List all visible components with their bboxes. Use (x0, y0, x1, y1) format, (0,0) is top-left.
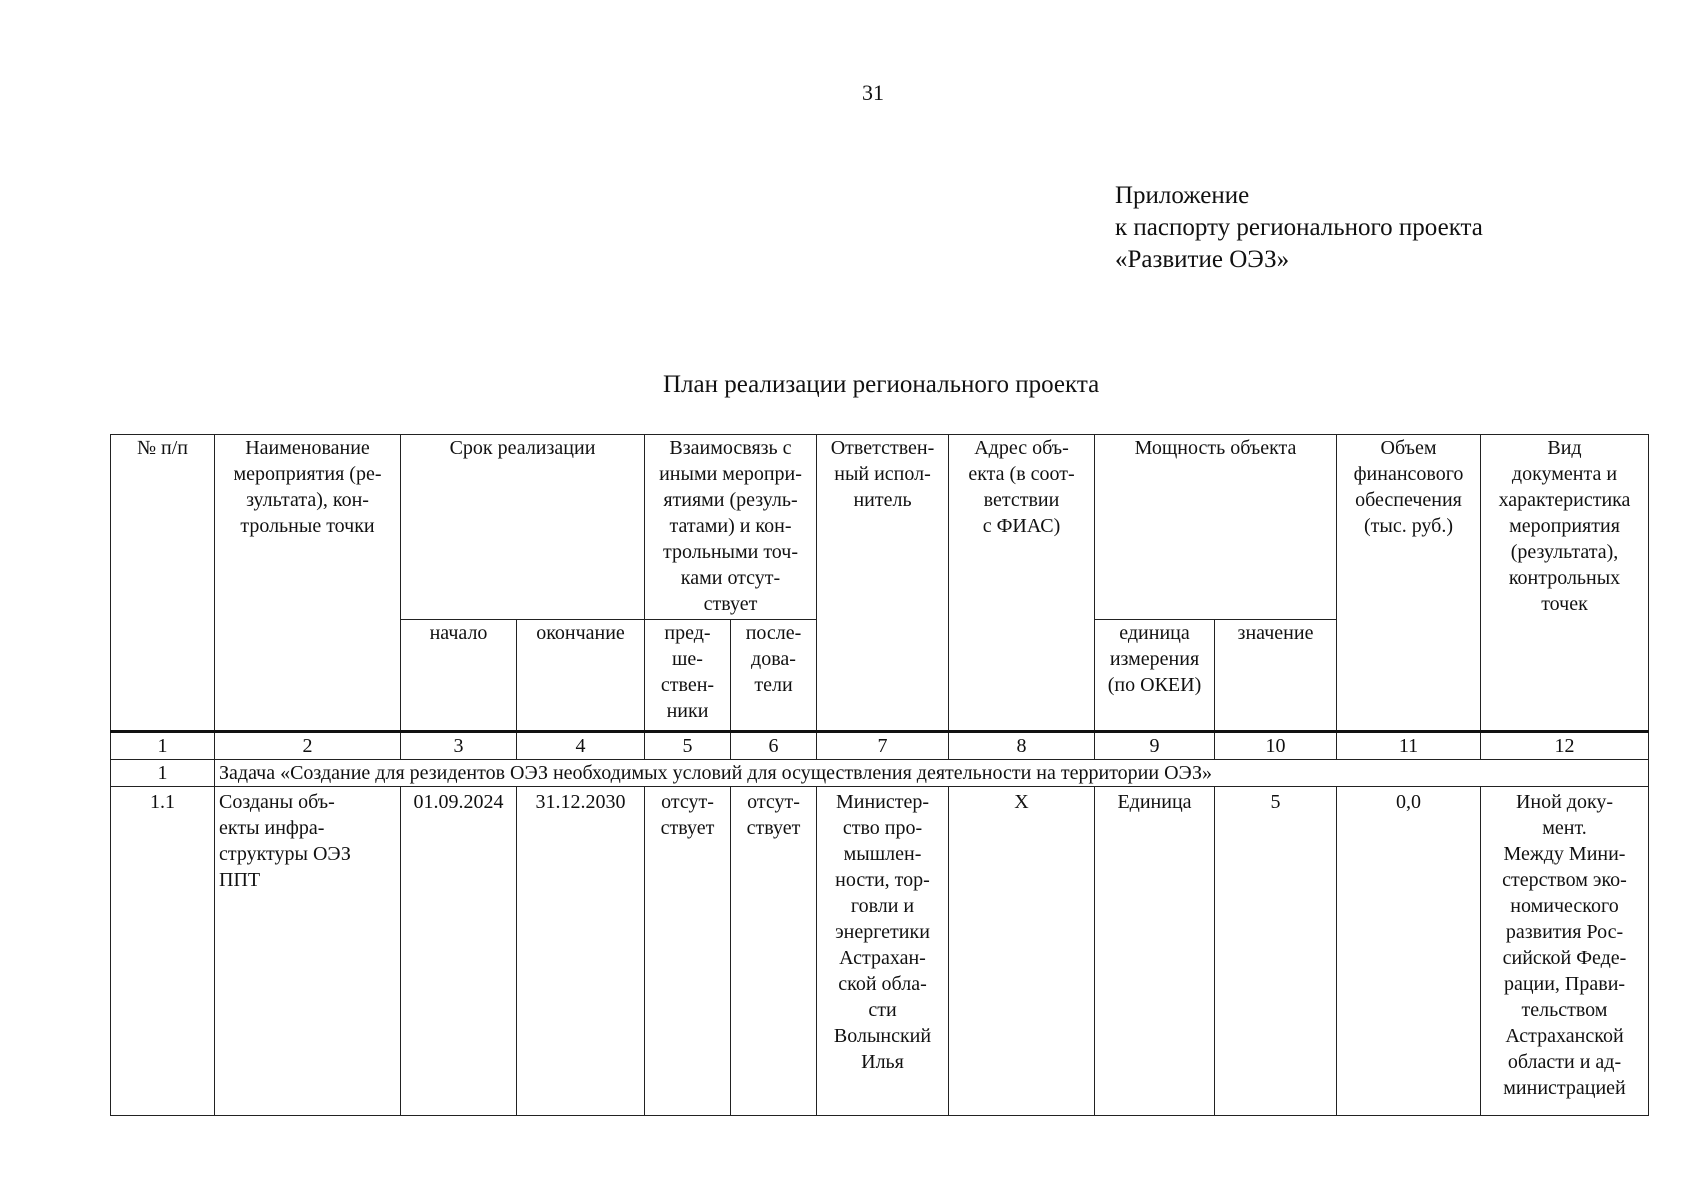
row-address: X (949, 787, 1095, 1116)
header-funding: Объем финансового обеспечения (тыс. руб.) (1337, 435, 1481, 732)
task-number: 1 (111, 760, 215, 787)
task-row (111, 760, 1649, 787)
task-text: Задача «Создание для резидентов ОЭЗ необходимых условий для осуществления деятельности на территории ОЭЗ» (215, 760, 1649, 787)
appendix-line: Приложение (1115, 182, 1250, 209)
column-number-row (111, 732, 1649, 760)
column-number: 5 (645, 732, 731, 760)
column-number: 10 (1215, 732, 1337, 760)
row-executor: Министер- ство про- мышлен- ности, тор- говли и энергетики Астрахан- ской обла- сти Волынский Илья (817, 787, 949, 1116)
row-number: 1.1 (111, 787, 215, 1116)
header-address: Адрес объ- екта (в соот- ветствии с ФИАС) (949, 435, 1095, 732)
header-row-top (111, 435, 1649, 620)
header-unit: единица измерения (по ОКЕИ) (1095, 620, 1215, 732)
plan-title: План реализации регионального проекта (663, 371, 1100, 398)
page-number: 31 (862, 80, 884, 105)
row-end-date: 31.12.2030 (517, 787, 645, 1116)
header-predecessors: пред- ше- ствен- ники (645, 620, 731, 732)
row-successors: отсут- ствует (731, 787, 817, 1116)
header-value: значение (1215, 620, 1337, 732)
row-value: 5 (1215, 787, 1337, 1116)
row-start-date: 01.09.2024 (401, 787, 517, 1116)
header-executor: Ответствен- ный испол- нитель (817, 435, 949, 732)
header-end: окончание (517, 620, 645, 732)
appendix-line: «Развитие ОЭЗ» (1115, 246, 1290, 273)
row-funding: 0,0 (1337, 787, 1481, 1116)
header-document: Вид документа и характеристика мероприятия (результата), контрольных точек (1481, 435, 1649, 732)
column-number: 3 (401, 732, 517, 760)
column-number: 4 (517, 732, 645, 760)
header-links-group: Взаимосвязь с иными меропри- ятиями (резуль- татами) и кон- трольными точ- ками отсут- ствует (645, 435, 817, 620)
header-num: № п/п (111, 435, 215, 732)
column-number: 7 (817, 732, 949, 760)
column-number: 1 (111, 732, 215, 760)
column-number: 9 (1095, 732, 1215, 760)
row-unit: Единица (1095, 787, 1215, 1116)
header-name: Наименование мероприятия (ре- зультата), кон- трольные точки (215, 435, 401, 732)
column-number: 11 (1337, 732, 1481, 760)
row-name: Созданы объ- екты инфра- структуры ОЭЗ ППТ (215, 787, 401, 1116)
implementation-plan-table (110, 434, 1649, 1116)
row-document: Иной доку- мент. Между Мини- стерством эко- номического развития Рос- сийской Феде- рации, Прави- тельством Астраханской области и ад- министрацией (1481, 787, 1649, 1116)
header-start: начало (401, 620, 517, 732)
header-capacity-group: Мощность объекта (1095, 435, 1337, 620)
column-number: 8 (949, 732, 1095, 760)
header-successors: после- дова- тели (731, 620, 817, 732)
appendix-caption (1115, 180, 1483, 276)
column-number: 6 (731, 732, 817, 760)
column-number: 12 (1481, 732, 1649, 760)
appendix-line: к паспорту регионального проекта (1115, 214, 1483, 241)
table-row (111, 787, 1649, 1116)
header-period-group: Срок реализации (401, 435, 645, 620)
column-number: 2 (215, 732, 401, 760)
row-predecessors: отсут- ствует (645, 787, 731, 1116)
